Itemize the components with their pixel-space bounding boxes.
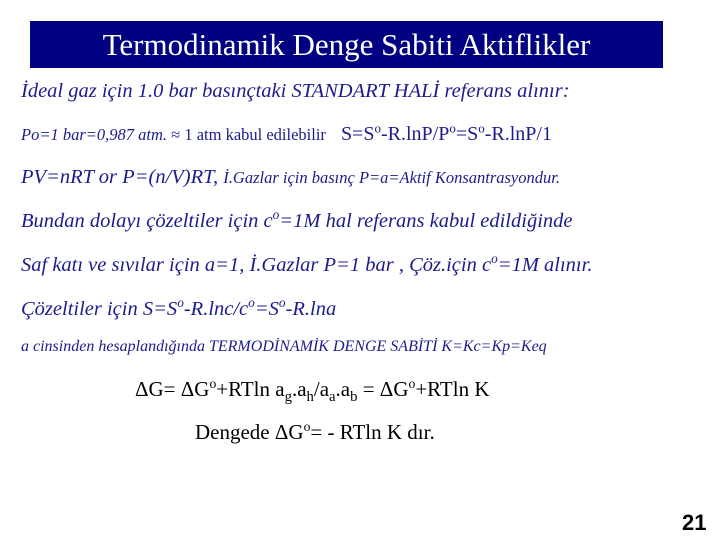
gibbs-eq-sup1: o [209,376,217,391]
gibbs-eq-part7: +RTln K [415,377,490,401]
slide-title: Termodinamik Denge Sabiti Aktiflikler [30,21,663,68]
entropy-eq-part3: =S [455,123,479,145]
entropy-eq-sup1: o [374,120,381,136]
solution-entropy-part4: -R.lna [285,298,337,320]
solution-reference-sup: o [272,207,280,223]
pressure-value-text: Po=1 bar=0,987 atm. [21,125,168,144]
gibbs-eq-part5: .a [335,377,351,401]
equilibrium-constant-line: a cinsinden hesaplandığında TERMODİNAMİK DENGE SABİTİ K=Kc=Kp=Keq [21,338,547,355]
pure-solid-liquid-part1: Saf katı ve sıvılar için a=1, İ.Gazlar P=1 bar , Çöz.için c [21,254,492,276]
gibbs-eq-sup2: o [408,376,416,391]
solution-entropy-part3: =S [254,298,279,320]
approx-text: ≈ 1 atm kabul edilebilir [167,125,326,144]
gibbs-eq-part3: .a [291,377,307,401]
entropy-eq-sup3: o [478,120,485,136]
solution-entropy-sup1: o [177,295,184,311]
gibbs-eq-part1: ΔG= ΔG [135,377,210,401]
gibbs-equation-line [135,376,490,406]
gibbs-eq-part6: = ΔG [357,377,409,401]
gibbs-eq-sub2: h [306,389,314,406]
solution-entropy-part1: Çözeltiler için S=S [21,298,178,320]
equilibrium-gibbs-line [195,420,435,445]
solution-entropy-sup3: o [278,295,286,311]
gibbs-eq-part2: +RTln a [216,377,285,401]
gibbs-eq-part4: /a [313,377,330,401]
ideal-gas-law-text: PV=nRT or P=(n/V)RT, [21,166,224,188]
equilibrium-gibbs-sup: o [303,419,311,434]
pure-solid-liquid-line [21,251,593,277]
gibbs-eq-sub4: b [350,389,358,406]
entropy-eq-part1: S=S [340,123,375,145]
equilibrium-gibbs-part1: Dengede ΔG [195,420,304,444]
solution-reference-part2: =1M hal referans kabul edildiğinde [279,210,573,232]
solution-entropy-line [21,295,337,321]
ideal-gas-law-line [21,166,560,189]
gibbs-eq-sub1: g [284,389,292,406]
solution-reference-part1: Bundan dolayı çözeltiler için c [21,210,273,232]
gibbs-eq-sub3: a [329,389,336,406]
solution-reference-line [21,207,573,233]
solution-entropy-part2: -R.lnc/c [183,298,249,320]
entropy-eq-part2: -R.lnP/P [380,123,450,145]
pure-solid-liquid-sup: o [491,251,498,267]
entropy-eq-sup2: o [449,120,456,136]
pure-solid-liquid-part2: =1M alınır. [497,254,593,276]
entropy-eq-part4: -R.lnP/1 [484,123,552,145]
solution-entropy-sup2: o [248,295,255,311]
ideal-gas-reference-line: İdeal gaz için 1.0 bar basınçtaki STANDART HALİ referans alınır: [21,80,570,102]
active-concentration-text: İ.Gazlar için basınç P=a=Aktif Konsantrasyondur. [223,168,560,187]
equilibrium-gibbs-part2: = - RTln K dır. [310,420,435,444]
standard-pressure-line [21,120,552,146]
page-number: 21 [682,510,707,535]
